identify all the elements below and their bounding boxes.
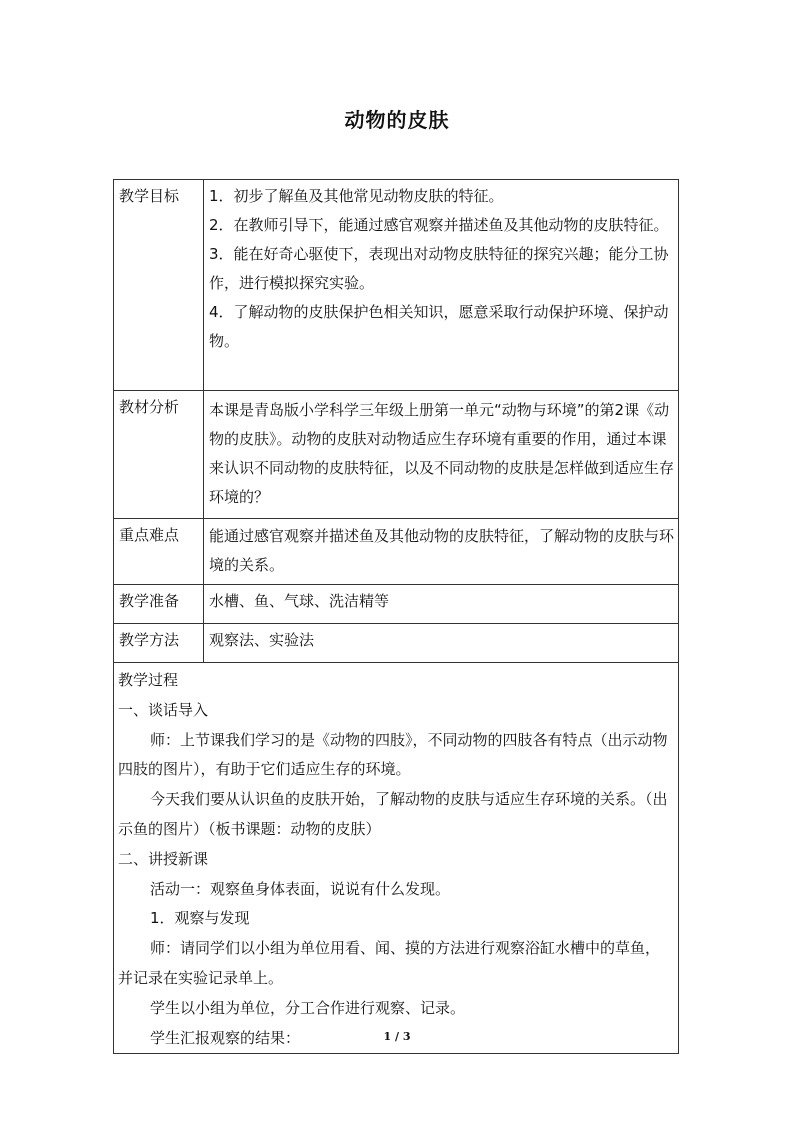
goal-item: 3．能在好奇心驱使下，表现出对动物皮肤特征的探究兴趣；能分工协作，进行模拟探究实验。: [209, 245, 669, 292]
row-label-methods: 教学方法: [114, 624, 204, 663]
paragraph: 师：上节课我们学习的是《动物的四肢》，不同动物的四肢各有特点（出示动物四肢的图片），有助于它们适应生存的环境。: [118, 730, 668, 779]
process-heading: 教学过程: [118, 671, 179, 689]
preparation-content: [204, 585, 679, 624]
methods-text: 观察法、实验法: [209, 631, 315, 649]
analysis-text: 本课是青岛版小学科学三年级上册第一单元“动物与环境”的第2课《动物的皮肤》。动物的皮肤对动物适应生存环境有重要的作用，通过本课来认识不同动物的皮肤特征，以及不同动物的皮肤是怎样做到适应生存环境的？: [209, 401, 675, 506]
row-label-analysis: 教材分析: [114, 391, 204, 519]
page-title: 动物的皮肤: [344, 108, 450, 132]
goal-item: 1．初步了解鱼及其他常见动物皮肤的特征。: [209, 187, 504, 205]
paragraph: 今天我们要从认识鱼的皮肤开始，了解动物的皮肤与适应生存环境的关系。（出示鱼的图片）（板书课题：动物的皮肤）: [118, 790, 668, 838]
methods-content: [204, 624, 679, 663]
table-row-goals: [114, 180, 679, 391]
table-row-preparation: [114, 585, 679, 624]
table-row-key-points: [114, 519, 679, 585]
table-row-methods: [114, 624, 679, 663]
paragraph: 学生以小组为单位，分工合作进行观察、记录。: [150, 998, 466, 1017]
paragraph: 学生汇报观察的结果：: [150, 1028, 301, 1047]
lesson-plan-table: [113, 179, 679, 1054]
activity-heading: 活动一：观察鱼身体表面，说说有什么发现。: [150, 879, 451, 898]
key-points-content: [204, 519, 679, 585]
goal-item: 2．在教师引导下，能通过感官观察并描述鱼及其他动物的皮肤特征。: [209, 216, 669, 234]
goals-content: [204, 180, 679, 391]
row-label-preparation: 教学准备: [114, 585, 204, 624]
process-content: [114, 663, 679, 1054]
table-row-process: [114, 663, 679, 1054]
row-label-goals: 教学目标: [114, 180, 204, 391]
table-row-analysis: [114, 391, 679, 519]
page-number: 1 / 3: [383, 1030, 411, 1043]
section-heading: 二、讲授新课: [118, 849, 209, 868]
step-heading: 1．观察与发现: [150, 909, 250, 928]
paragraph: 师：请同学们以小组为单位用看、闻、摸的方法进行观察浴缸水槽中的草鱼，并记录在实验记录单上。: [118, 939, 661, 987]
row-label-key-points: 重点难点: [114, 519, 204, 585]
analysis-content: [204, 391, 679, 519]
section-heading: 一、谈话导入: [118, 700, 209, 719]
preparation-text: 水槽、鱼、气球、洗洁精等: [209, 592, 390, 610]
goal-item: 4．了解动物的皮肤保护色相关知识，愿意采取行动保护环境、保护动物。: [209, 303, 669, 350]
key-points-text: 能通过感官观察并描述鱼及其他动物的皮肤特征，了解动物的皮肤与环境的关系。: [209, 527, 675, 574]
